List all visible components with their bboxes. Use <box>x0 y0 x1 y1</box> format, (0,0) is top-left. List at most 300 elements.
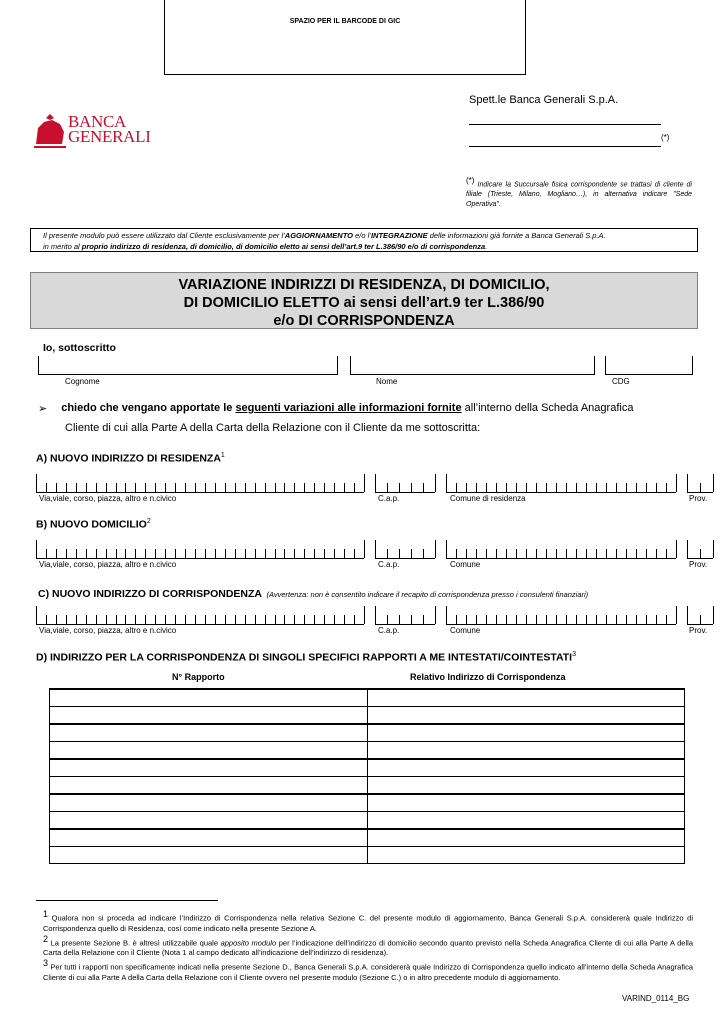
field-cell-divider <box>294 549 295 558</box>
field-cell-divider <box>646 483 647 492</box>
field-cell-divider <box>185 483 186 492</box>
field-cell-divider <box>626 549 627 558</box>
field-cell-divider <box>423 549 424 558</box>
field-cell-divider <box>155 549 156 558</box>
form-title-box <box>30 272 698 329</box>
field-cell-divider <box>275 483 276 492</box>
field-cell-divider <box>215 549 216 558</box>
footnote-3-text: Per tutti i rapporti non specificamente indicati nella presente Sezione D., Banca Generali S.p.A. considererà quale Indirizzo di Corrispondenza quello indicato all’interno della Scheda Anagrafica Cliente di cui alla Parte A della Carta della Relazione con il Cliente ovvero nel presente modulo (Sezione C.) o in altro precedente modulo di aggiornamento. <box>43 962 693 982</box>
field-cell-divider <box>506 483 507 492</box>
field-cell-divider <box>466 615 467 624</box>
section-b-cap-input[interactable] <box>375 540 435 559</box>
indirizzo-cell[interactable] <box>368 707 685 725</box>
field-cell-divider <box>596 549 597 558</box>
field-cell-divider <box>165 615 166 624</box>
section-c-title <box>38 584 588 602</box>
field-cell-divider <box>215 615 216 624</box>
field-cell-divider <box>96 483 97 492</box>
field-cell-divider <box>235 615 236 624</box>
footnote-3 <box>43 958 693 983</box>
section-d-title <box>36 651 576 664</box>
section-b-title <box>36 518 151 531</box>
table-row <box>50 759 685 777</box>
signer-label: Io, sottoscritto <box>43 342 116 354</box>
field-cell-divider <box>46 483 47 492</box>
field-cell-divider <box>116 549 117 558</box>
barcode-area-label: SPAZIO PER IL BARCODE DI GIC <box>289 18 401 25</box>
field-cell-divider <box>566 483 567 492</box>
field-cell-divider <box>324 615 325 624</box>
field-cell-divider <box>486 549 487 558</box>
info-bold-aggiornamento: AGGIORNAMENTO <box>284 231 353 240</box>
field-cell-divider <box>36 540 37 558</box>
rapporto-cell[interactable] <box>50 742 368 760</box>
asterisk-note-text: Indicare la Succursale fisica corrispondente se trattasi di cliente di filiale (Trieste, Milano, Mogliano…), in alternativa indicare "Sede Operativa". <box>466 181 692 209</box>
field-cell-divider <box>135 549 136 558</box>
info-bold-address-types: proprio indirizzo di residenza, di domicilio, di domicilio eletto ai sensi dell’art.9 ter L.386/90 e/o di corrispondenza <box>81 242 486 251</box>
field-cell-divider <box>195 483 196 492</box>
addressee-label: Spett.le Banca Generali S.p.A. <box>469 94 619 106</box>
section-c-prov-input[interactable] <box>687 606 713 625</box>
field-cell-divider <box>435 540 436 558</box>
field-cell-divider <box>546 615 547 624</box>
field-cell-divider <box>616 483 617 492</box>
logo-wordmark <box>68 114 151 144</box>
section-c-warning: (Avvertenza: non è consentito indicare il recapito di corrispondenza presso i consulenti finanziari) <box>266 590 589 599</box>
field-cell-divider <box>496 549 497 558</box>
footnote-1 <box>43 909 693 934</box>
cdg-field[interactable] <box>605 356 693 375</box>
field-cell-divider <box>536 549 537 558</box>
info-text-4: in merito al <box>43 242 82 251</box>
field-cell-divider <box>536 483 537 492</box>
field-cell-divider <box>225 483 226 492</box>
field-cell-divider <box>86 483 87 492</box>
rapporto-cell[interactable] <box>50 777 368 795</box>
rapporto-cell[interactable] <box>50 829 368 847</box>
field-cell-divider <box>235 483 236 492</box>
asterisk-note-mark: (*) <box>466 176 475 185</box>
field-cell-divider <box>304 615 305 624</box>
field-cell-divider <box>446 474 447 492</box>
section-b-via-label: Via,viale, corso, piazza, altro e n.civico <box>39 560 177 569</box>
info-text-3: delle informazioni già fornite a Banca Generali S.p.A. <box>427 231 606 240</box>
field-cell-divider <box>411 615 412 624</box>
field-cell-divider <box>36 606 37 624</box>
field-cell-divider <box>486 615 487 624</box>
field-cell-divider <box>456 615 457 624</box>
field-cell-divider <box>666 615 667 624</box>
form-code: VARIND_0114_BG <box>622 994 690 1003</box>
field-cell-divider <box>399 483 400 492</box>
field-cell-divider <box>656 483 657 492</box>
field-cell-divider <box>284 615 285 624</box>
request-paragraph <box>38 402 698 434</box>
field-cell-divider <box>606 549 607 558</box>
field-cell-divider <box>576 615 577 624</box>
section-c-cap-input[interactable] <box>375 606 435 625</box>
section-c-cap-label: C.a.p. <box>378 626 400 635</box>
field-cell-divider <box>576 549 577 558</box>
field-cell-divider <box>175 483 176 492</box>
field-cell-divider <box>116 483 117 492</box>
field-cell-divider <box>66 615 67 624</box>
field-cell-divider <box>135 483 136 492</box>
field-cell-divider <box>185 549 186 558</box>
field-cell-divider <box>205 483 206 492</box>
field-cell-divider <box>387 549 388 558</box>
field-cell-divider <box>354 549 355 558</box>
field-cell-divider <box>636 615 637 624</box>
table-row <box>50 847 685 864</box>
field-cell-divider <box>354 615 355 624</box>
field-cell-divider <box>324 549 325 558</box>
footnote-2-number: 2 <box>43 933 49 944</box>
field-cell-divider <box>76 483 77 492</box>
rapporto-cell[interactable] <box>50 724 368 742</box>
section-d-footnote-ref: 3 <box>572 651 576 658</box>
field-cell-divider <box>145 549 146 558</box>
field-cell-divider <box>687 540 688 558</box>
field-cell-divider <box>106 615 107 624</box>
info-bold-integrazione: INTEGRAZIONE <box>370 231 428 240</box>
field-cell-divider <box>334 549 335 558</box>
field-cell-divider <box>713 606 714 624</box>
field-cell-divider <box>96 615 97 624</box>
nome-label: Nome <box>376 377 398 386</box>
footnote-1-number: 1 <box>43 909 49 919</box>
rapporto-cell[interactable] <box>50 759 368 777</box>
field-cell-divider <box>435 474 436 492</box>
field-cell-divider <box>546 483 547 492</box>
indirizzo-cell[interactable] <box>368 742 685 760</box>
field-cell-divider <box>245 483 246 492</box>
field-cell-divider <box>387 615 388 624</box>
section-c-heading: C) NUOVO INDIRIZZO DI CORRISPONDENZA <box>38 588 263 600</box>
field-cell-divider <box>435 606 436 624</box>
field-cell-divider <box>255 549 256 558</box>
field-cell-divider <box>175 615 176 624</box>
field-cell-divider <box>556 549 557 558</box>
field-cell-divider <box>566 549 567 558</box>
request-rest: all’interno della Scheda Anagrafica <box>461 402 634 414</box>
field-cell-divider <box>656 615 657 624</box>
field-cell-divider <box>456 549 457 558</box>
field-cell-divider <box>636 483 637 492</box>
indirizzo-cell[interactable] <box>368 777 685 795</box>
field-cell-divider <box>700 549 701 558</box>
field-cell-divider <box>496 483 497 492</box>
rapporto-cell[interactable] <box>50 812 368 830</box>
field-cell-divider <box>245 615 246 624</box>
bullet-arrow-icon: ➢ <box>38 403 48 415</box>
section-b-prov-label: Prov. <box>689 560 708 569</box>
field-cell-divider <box>576 483 577 492</box>
rapporto-cell[interactable] <box>50 689 368 707</box>
field-cell-divider <box>265 483 266 492</box>
field-cell-divider <box>399 549 400 558</box>
request-line-2: Cliente di cui alla Parte A della Carta della Relazione con il Cliente da me sottoscritta: <box>65 422 481 434</box>
field-cell-divider <box>334 483 335 492</box>
section-d-heading: D) INDIRIZZO PER LA CORRISPONDENZA DI SINGOLI SPECIFICI RAPPORTI A ME INTESTATI/COINTESTATI <box>36 651 573 664</box>
field-cell-divider <box>676 606 677 624</box>
field-cell-divider <box>294 615 295 624</box>
field-cell-divider <box>656 549 657 558</box>
field-cell-divider <box>175 549 176 558</box>
section-a-via-input[interactable] <box>36 474 364 493</box>
field-cell-divider <box>56 549 57 558</box>
field-cell-divider <box>284 483 285 492</box>
indirizzo-cell[interactable] <box>368 794 685 812</box>
field-cell-divider <box>446 540 447 558</box>
indirizzo-cell[interactable] <box>368 759 685 777</box>
field-cell-divider <box>536 615 537 624</box>
footnote-1-text: Qualora non si proceda ad indicare l’Indirizzo di Corrispondenza nella relativa Sezione C. del presente modulo di aggiornamento, Banca Generali S.p.A. considererà quale Indirizzo di Corrispondenza quello di Residenza, così come indicato nella presente Sezione A. <box>43 913 693 933</box>
usage-info-box <box>30 228 698 252</box>
indirizzo-cell[interactable] <box>368 689 685 707</box>
field-cell-divider <box>586 615 587 624</box>
table-row <box>50 724 685 742</box>
field-cell-divider <box>314 549 315 558</box>
table-row <box>50 777 685 795</box>
nome-field[interactable] <box>350 356 595 375</box>
field-cell-divider <box>566 615 567 624</box>
info-text-1: Il presente modulo può essere utilizzato dal Cliente esclusivamente per l’ <box>43 231 285 240</box>
field-cell-divider <box>86 615 87 624</box>
field-cell-divider <box>265 549 266 558</box>
field-cell-divider <box>155 483 156 492</box>
section-c-prov-label: Prov. <box>689 626 708 635</box>
field-cell-divider <box>205 549 206 558</box>
field-cell-divider <box>546 549 547 558</box>
section-b-comune-input[interactable] <box>446 540 676 559</box>
field-cell-divider <box>185 615 186 624</box>
field-cell-divider <box>446 606 447 624</box>
field-cell-divider <box>423 615 424 624</box>
field-cell-divider <box>205 615 206 624</box>
field-cell-divider <box>304 483 305 492</box>
field-cell-divider <box>666 483 667 492</box>
field-cell-divider <box>195 549 196 558</box>
field-cell-divider <box>46 549 47 558</box>
section-a-cap-input[interactable] <box>375 474 435 493</box>
field-cell-divider <box>700 615 701 624</box>
field-cell-divider <box>245 549 246 558</box>
field-cell-divider <box>626 615 627 624</box>
field-cell-divider <box>145 483 146 492</box>
field-cell-divider <box>556 483 557 492</box>
field-cell-divider <box>364 474 365 492</box>
title-line-1: VARIAZIONE INDIRIZZI DI RESIDENZA, DI DOMICILIO, <box>178 277 550 293</box>
info-text-5: . <box>485 242 488 251</box>
field-cell-divider <box>596 615 597 624</box>
section-b-comune-label: Comune <box>450 560 481 569</box>
cognome-field[interactable] <box>38 356 338 375</box>
field-cell-divider <box>586 549 587 558</box>
field-cell-divider <box>556 615 557 624</box>
field-cell-divider <box>125 615 126 624</box>
field-cell-divider <box>314 483 315 492</box>
barcode-area <box>164 0 526 75</box>
field-cell-divider <box>106 549 107 558</box>
footnote-2-text-a: La presente Sezione B. è altresì utilizzabile quale <box>50 938 221 947</box>
section-b-heading: B) NUOVO DOMICILIO <box>36 518 147 531</box>
field-cell-divider <box>265 615 266 624</box>
field-cell-divider <box>516 615 517 624</box>
field-cell-divider <box>687 474 688 492</box>
field-cell-divider <box>586 483 587 492</box>
field-cell-divider <box>334 615 335 624</box>
table-header-indirizzo: Relativo Indirizzo di Corrispondenza <box>410 672 566 682</box>
field-cell-divider <box>364 540 365 558</box>
field-cell-divider <box>646 615 647 624</box>
field-cell-divider <box>411 483 412 492</box>
field-cell-divider <box>225 615 226 624</box>
indirizzo-cell[interactable] <box>368 829 685 847</box>
field-cell-divider <box>626 483 627 492</box>
indirizzo-cell[interactable] <box>368 724 685 742</box>
field-cell-divider <box>116 615 117 624</box>
field-cell-divider <box>399 615 400 624</box>
field-cell-divider <box>476 615 477 624</box>
field-cell-divider <box>36 474 37 492</box>
rapporto-cell[interactable] <box>50 794 368 812</box>
info-text-2: e/o l’ <box>353 231 371 240</box>
field-cell-divider <box>314 615 315 624</box>
field-cell-divider <box>596 483 597 492</box>
indirizzo-cell[interactable] <box>368 812 685 830</box>
field-cell-divider <box>506 549 507 558</box>
cognome-label: Cognome <box>65 377 100 386</box>
field-cell-divider <box>375 474 376 492</box>
section-b-prov-input[interactable] <box>687 540 713 559</box>
section-a-comune-input[interactable] <box>446 474 676 493</box>
field-cell-divider <box>606 483 607 492</box>
field-cell-divider <box>304 549 305 558</box>
field-cell-divider <box>106 483 107 492</box>
table-row <box>50 794 685 812</box>
indirizzo-cell[interactable] <box>368 847 685 864</box>
footnotes <box>43 909 693 983</box>
field-cell-divider <box>165 483 166 492</box>
field-cell-divider <box>375 540 376 558</box>
section-b-via-input[interactable] <box>36 540 364 559</box>
field-cell-divider <box>700 483 701 492</box>
section-a-heading: A) NUOVO INDIRIZZO DI RESIDENZA <box>36 452 221 465</box>
field-cell-divider <box>165 549 166 558</box>
field-cell-divider <box>364 606 365 624</box>
field-cell-divider <box>606 615 607 624</box>
field-cell-divider <box>96 549 97 558</box>
footnote-2-text-italic: apposito modulo <box>220 938 277 947</box>
field-cell-divider <box>476 549 477 558</box>
field-cell-divider <box>666 549 667 558</box>
request-underlined: seguenti variazioni alle informazioni fornite <box>235 402 462 414</box>
title-line-2: DI DOMICILIO ELETTO ai sensi dell’art.9 ter L.386/90 <box>183 295 545 311</box>
field-cell-divider <box>676 540 677 558</box>
field-cell-divider <box>516 483 517 492</box>
field-cell-divider <box>713 540 714 558</box>
field-cell-divider <box>486 483 487 492</box>
field-cell-divider <box>713 474 714 492</box>
field-cell-divider <box>496 615 497 624</box>
section-c-comune-label: Comune <box>450 626 481 635</box>
field-cell-divider <box>526 549 527 558</box>
cdg-label: CDG <box>612 377 630 386</box>
field-cell-divider <box>616 549 617 558</box>
section-a-prov-input[interactable] <box>687 474 713 493</box>
rapporto-cell[interactable] <box>50 847 368 864</box>
field-cell-divider <box>646 549 647 558</box>
addressee-line-1[interactable] <box>469 124 661 125</box>
field-cell-divider <box>526 483 527 492</box>
field-cell-divider <box>56 615 57 624</box>
section-a-footnote-ref: 1 <box>220 452 225 459</box>
asterisk-note <box>466 176 692 210</box>
table-row <box>50 742 685 760</box>
field-cell-divider <box>476 483 477 492</box>
field-cell-divider <box>344 549 345 558</box>
field-cell-divider <box>195 615 196 624</box>
field-cell-divider <box>125 549 126 558</box>
footnote-separator <box>36 900 218 901</box>
field-cell-divider <box>354 483 355 492</box>
field-cell-divider <box>526 615 527 624</box>
field-cell-divider <box>76 615 77 624</box>
section-c-comune-input[interactable] <box>446 606 676 625</box>
field-cell-divider <box>516 549 517 558</box>
rapporti-table <box>49 688 685 864</box>
section-c-via-label: Via,viale, corso, piazza, altro e n.civico <box>39 626 177 635</box>
field-cell-divider <box>155 615 156 624</box>
field-cell-divider <box>66 483 67 492</box>
field-cell-divider <box>456 483 457 492</box>
field-cell-divider <box>616 615 617 624</box>
field-cell-divider <box>125 483 126 492</box>
field-cell-divider <box>423 483 424 492</box>
footnote-2-text-b: per l’indicazione dell’indirizzo di domicilio secondo quanto previsto nella Scheda Anagrafica Cliente di cui alla Parte A della Carta della Relazione con il Cliente (Nota 1 al campo dedicato all’indicazione dell’indirizzo di residenza). <box>43 938 693 957</box>
field-cell-divider <box>687 606 688 624</box>
logo-line-1: BANCA <box>68 112 127 131</box>
field-cell-divider <box>66 549 67 558</box>
field-cell-divider <box>344 483 345 492</box>
field-cell-divider <box>86 549 87 558</box>
table-row <box>50 829 685 847</box>
table-row <box>50 707 685 725</box>
field-cell-divider <box>324 483 325 492</box>
field-cell-divider <box>225 549 226 558</box>
title-line-3: e/o DI CORRISPONDENZA <box>273 313 455 329</box>
field-cell-divider <box>275 549 276 558</box>
field-cell-divider <box>46 615 47 624</box>
field-cell-divider <box>344 615 345 624</box>
table-row <box>50 689 685 707</box>
section-a-prov-label: Prov. <box>689 494 708 503</box>
field-cell-divider <box>506 615 507 624</box>
logo-line-2: GENERALI <box>68 127 151 146</box>
field-cell-divider <box>56 483 57 492</box>
field-cell-divider <box>375 606 376 624</box>
section-c-via-input[interactable] <box>36 606 364 625</box>
rapporto-cell[interactable] <box>50 707 368 725</box>
addressee-asterisk: (*) <box>661 133 670 142</box>
addressee-line-2[interactable] <box>469 146 661 147</box>
section-a-comune-label: Comune di residenza <box>450 494 526 503</box>
field-cell-divider <box>255 483 256 492</box>
field-cell-divider <box>466 549 467 558</box>
field-cell-divider <box>411 549 412 558</box>
field-cell-divider <box>676 474 677 492</box>
